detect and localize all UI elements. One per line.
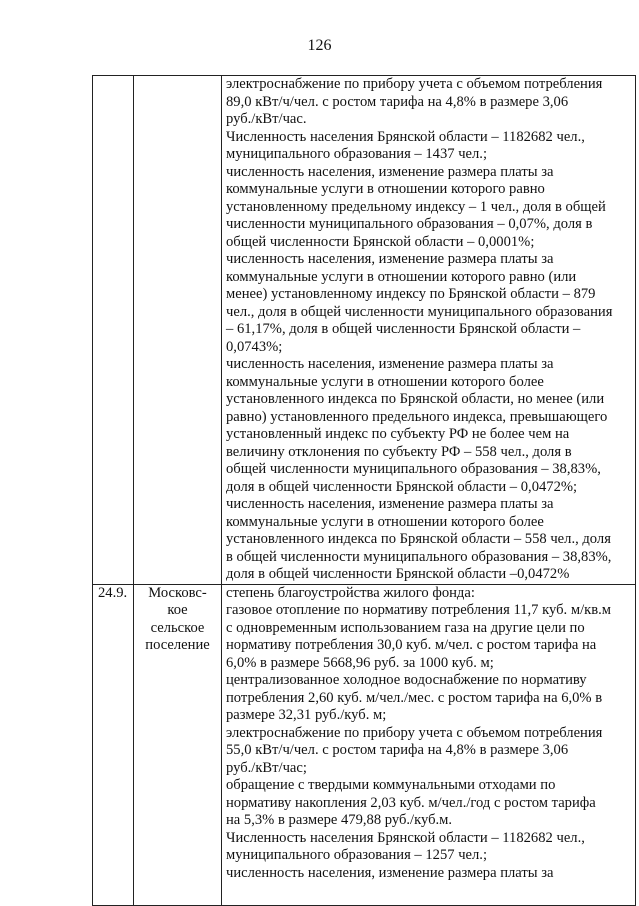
text-line: установленный индекс по субъекту РФ не более чем на [226, 426, 570, 442]
settlement-name-cell [134, 584, 222, 905]
table-row [93, 584, 636, 905]
text-line: руб./кВт/час; [226, 759, 307, 776]
settlement-name-line: кое [167, 602, 188, 618]
text-line: коммунальные услуги в отношении которого равно [226, 181, 545, 197]
text-line: установленному предельному индексу – 1 чел., доля в общей [226, 198, 606, 215]
row-number-cell: 24.9. [93, 584, 134, 905]
text-line: численность населения, изменение размера платы за [226, 864, 554, 881]
text-line: 55,0 кВт/ч/чел. с ростом тарифа на 4,8% в размере 3,06 [226, 742, 569, 758]
text-line: численность населения, изменение размера платы за [226, 163, 554, 180]
text-line: 89,0 кВт/ч/чел. с ростом тарифа на 4,8% в размере 3,06 [226, 93, 569, 110]
text-line: в общей численности муниципального образования – 38,83%, [226, 548, 612, 565]
text-line: равно) установленного предельного индекса, превышающего [226, 408, 608, 425]
text-line: установленного индекса по Брянской области, но менее (или [226, 391, 605, 407]
tariff-table [92, 75, 636, 906]
text-line: нормативу накопления 2,03 куб. м/чел./год с ростом тарифа [226, 794, 596, 811]
settlement-name-line: Московс- [148, 584, 207, 601]
settlement-name-line: сельское [150, 619, 205, 636]
text-line: Численность населения Брянской области – 1182682 чел., [226, 128, 585, 145]
text-line: доля в общей численности Брянской области – 0,0472%; [226, 478, 578, 495]
text-line: размере 32,31 руб./куб. м; [226, 707, 387, 723]
text-line: коммунальные услуги в отношении которого более [226, 513, 544, 530]
text-line: 0,0743%; [226, 338, 283, 355]
text-line: доля в общей численности Брянской области –0,0472% [226, 566, 570, 582]
description-cell [222, 584, 636, 905]
text-line: менее) установленному индексу по Брянской области – 879 [226, 286, 596, 302]
settlement-name-line: поселение [145, 637, 210, 653]
text-line: муниципального образования – 1257 чел.; [226, 847, 488, 863]
text-line: потребления 2,60 куб. м/чел./мес. с ростом тарифа на 6,0% в [226, 689, 603, 706]
text-line: общей численности Брянской области – 0,0001%; [226, 233, 535, 250]
row-number-cell [93, 76, 134, 585]
text-line: централизованное холодное водоснабжение по нормативу [226, 672, 587, 688]
text-line: обращение с твердыми коммунальными отходами по [226, 777, 556, 793]
settlement-name-cell [134, 76, 222, 585]
text-line: общей численности муниципального образования – 38,83%, [226, 461, 601, 477]
text-line: газовое отопление по нормативу потребления 11,7 куб. м/кв.м [226, 602, 611, 618]
text-line: Численность населения Брянской области – 1182682 чел., [226, 829, 585, 846]
text-line: коммунальные услуги в отношении которого равно (или [226, 268, 577, 285]
table-row [93, 76, 636, 585]
text-line: численности муниципального образования – 0,07%, доля в [226, 216, 593, 232]
page-number: 126 [307, 37, 332, 54]
text-line: численность населения, изменение размера платы за [226, 251, 554, 267]
text-line: электроснабжение по прибору учета с объемом потребления [226, 76, 603, 92]
text-line: численность населения, изменение размера платы за [226, 496, 554, 512]
text-line: степень благоустройства жилого фонда: [226, 584, 475, 601]
text-line: с одновременным использованием газа на другие цели по [226, 619, 585, 636]
text-line: руб./кВт/час. [226, 111, 307, 127]
text-line: установленного индекса по Брянской области – 558 чел., доля [226, 531, 611, 547]
text-line: 6,0% в размере 5668,96 руб. за 1000 куб. м; [226, 654, 494, 671]
text-line: муниципального образования – 1437 чел.; [226, 146, 488, 162]
description-cell [222, 76, 636, 585]
text-line: нормативу потребления 30,0 куб. м/чел. с ростом тарифа на [226, 637, 597, 653]
text-line: электроснабжение по прибору учета с объемом потребления [226, 724, 603, 741]
text-line: коммунальные услуги в отношении которого более [226, 373, 544, 390]
text-line: чел., доля в общей численности муниципального образования [226, 303, 613, 320]
text-line: численность населения, изменение размера платы за [226, 356, 554, 372]
text-line: на 5,3% в размере 479,88 руб./куб.м. [226, 812, 453, 828]
text-line: величину отклонения по субъекту РФ – 558 чел., доля в [226, 443, 572, 460]
text-line: – 61,17%, доля в общей численности Брянской области – [226, 321, 581, 337]
